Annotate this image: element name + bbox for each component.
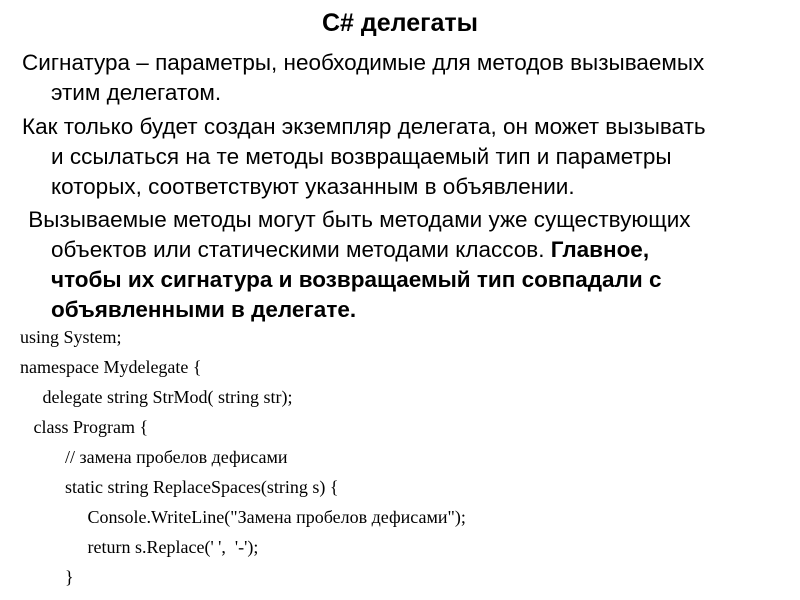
paragraph-text-bold: Главное, [550,237,650,262]
code-line: static string ReplaceSpaces(string s) { [20,477,339,497]
paragraph-line-bold: чтобы их сигнатура и возвращаемый тип совпадали с [51,267,662,292]
paragraph-text-normal: объектов или статическими методами классов. [51,237,551,262]
paragraph-instance [22,112,762,202]
code-line: } [20,567,74,587]
code-block [20,322,780,592]
paragraph-line-bold: объявленными в делегате. [51,297,357,322]
code-line: delegate string StrMod( string str); [20,387,293,407]
code-line: // замена пробелов дефисами [20,447,288,467]
paragraph-line: этим делегатом. [51,80,222,105]
paragraph-methods [22,205,762,325]
code-line: namespace Mydelegate { [20,357,202,377]
paragraph-signature [22,48,762,108]
paragraph-line: Сигнатура – параметры, необходимые для методов вызываемых [22,50,705,75]
paragraph-line: которых, соответствуют указанным в объявлении. [51,174,575,199]
paragraph-line: Вызываемые методы могут быть методами уже существующих [22,207,691,232]
code-line: return s.Replace(' ', '-'); [20,537,259,557]
code-line: Console.WriteLine("Замена пробелов дефисами"); [20,507,466,527]
paragraph-line: и ссылаться на те методы возвращаемый тип и параметры [51,144,672,169]
paragraph-line [22,235,762,265]
code-line: using System; [20,327,122,347]
code-line: class Program { [20,417,149,437]
paragraph-line: Как только будет создан экземпляр делегата, он может вызывать [22,114,706,139]
slide-title: C# делегаты [321,9,479,37]
